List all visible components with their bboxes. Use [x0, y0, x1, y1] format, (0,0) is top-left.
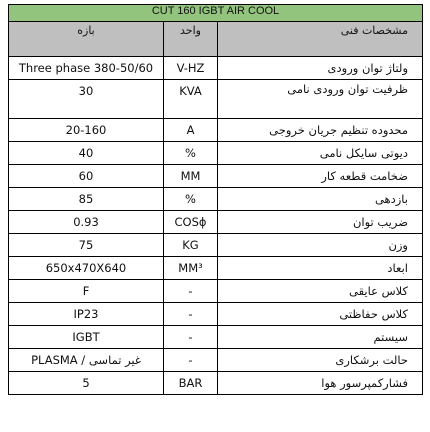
header-spec: مشخصات فنی — [218, 22, 423, 57]
cell-value: 40 — [9, 142, 164, 165]
cell-unit: MM³ — [164, 257, 218, 280]
cell-value: 0.93 — [9, 211, 164, 234]
table-row — [9, 188, 423, 211]
header-unit: واحد — [164, 22, 218, 57]
table-row — [9, 57, 423, 80]
cell-unit: V-HZ — [164, 57, 218, 80]
spec-table — [8, 4, 423, 395]
cell-spec: کلاس حفاظتی — [218, 303, 423, 326]
cell-spec: حالت برشکاری — [218, 349, 423, 372]
cell-unit: % — [164, 142, 218, 165]
cell-value: IP23 — [9, 303, 164, 326]
table-row — [9, 119, 423, 142]
cell-spec: ظرفیت توان ورودی نامی — [218, 80, 423, 119]
header-range: بازه — [9, 22, 164, 57]
cell-unit: COSɸ — [164, 211, 218, 234]
table-row — [9, 257, 423, 280]
cell-spec: دیوتی سایکل نامی — [218, 142, 423, 165]
cell-spec: بازدهی — [218, 188, 423, 211]
table-row — [9, 280, 423, 303]
cell-spec: وزن — [218, 234, 423, 257]
cell-value: 85 — [9, 188, 164, 211]
table-row — [9, 211, 423, 234]
header-row — [9, 22, 423, 57]
cell-spec: ضخامت قطعه کار — [218, 165, 423, 188]
table-row — [9, 303, 423, 326]
cell-spec: کلاس عایقی — [218, 280, 423, 303]
cell-value: 60 — [9, 165, 164, 188]
cell-unit: - — [164, 280, 218, 303]
cell-value: 30 — [9, 80, 164, 119]
cell-unit: - — [164, 349, 218, 372]
cell-unit: % — [164, 188, 218, 211]
cell-spec: فشارکمپرسور هوا — [218, 372, 423, 395]
cell-unit: MM — [164, 165, 218, 188]
table-row — [9, 372, 423, 395]
table-title: CUT 160 IGBT AIR COOL — [9, 5, 423, 22]
table-row — [9, 349, 423, 372]
cell-spec: محدوده تنظیم جریان خروجی — [218, 119, 423, 142]
cell-value: F — [9, 280, 164, 303]
cell-value: 5 — [9, 372, 164, 395]
cell-spec: سیستم — [218, 326, 423, 349]
table-row — [9, 234, 423, 257]
cell-value: Three phase 380-50/60 — [9, 57, 164, 80]
cell-value: 75 — [9, 234, 164, 257]
cell-unit: BAR — [164, 372, 218, 395]
cell-spec: ولتاژ توان ورودی — [218, 57, 423, 80]
cell-spec: ابعاد — [218, 257, 423, 280]
cell-unit: A — [164, 119, 218, 142]
cell-unit: KG — [164, 234, 218, 257]
table-row — [9, 80, 423, 119]
table-row — [9, 142, 423, 165]
table-row — [9, 165, 423, 188]
cell-unit: KVA — [164, 80, 218, 119]
cell-spec: ضریب توان — [218, 211, 423, 234]
cell-unit: - — [164, 326, 218, 349]
cell-unit: - — [164, 303, 218, 326]
cell-value: 20-160 — [9, 119, 164, 142]
cell-value: IGBT — [9, 326, 164, 349]
cell-value: 650x470X640 — [9, 257, 164, 280]
cell-value: PLASMA / غیر تماسی — [9, 349, 164, 372]
table-row — [9, 326, 423, 349]
title-row — [9, 5, 423, 22]
